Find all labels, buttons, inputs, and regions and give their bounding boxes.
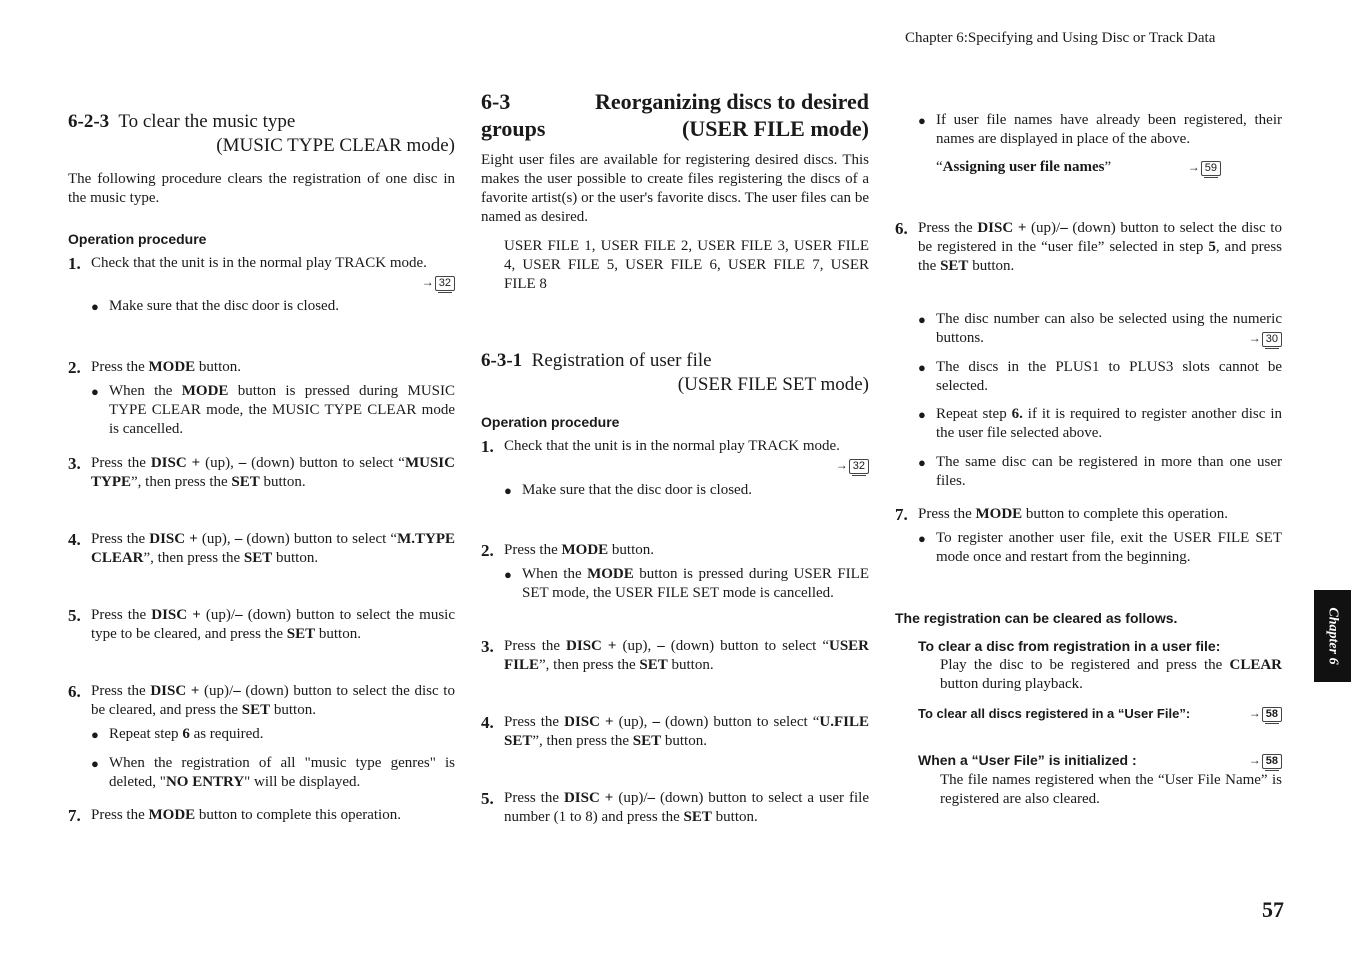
assign-names-ref: “Assigning user file names” → 59: [936, 158, 1221, 177]
page-ref-32: → 32: [836, 456, 869, 475]
bullet-icon: ●: [504, 483, 512, 498]
heading-number: 6-3: [481, 89, 511, 114]
bullet-icon: ●: [918, 531, 926, 546]
intro-paragraph: Eight user files are available for registering desired discs. This makes the user possible to create files registering the discs of a favorite artist(s) or the user's favorite discs. The user files can be named as desired.: [481, 152, 869, 225]
step-number: 4.: [68, 530, 81, 549]
clear-all-heading: To clear all discs registered in a “User File”: → 58: [918, 704, 1282, 723]
section-heading-6-3: [481, 88, 869, 142]
step-number: 6.: [68, 682, 81, 701]
clear-disc-heading: To clear a disc from registration in a user file:: [918, 638, 1221, 654]
step-7: 7. Press the MODE button to complete this operation.: [895, 505, 1228, 524]
step-6-note-3: ● Repeat step 6. if it is required to register another disc in the user file selected above.: [918, 406, 1283, 441]
bullet-icon: ●: [91, 727, 99, 742]
bullet-icon: ●: [918, 312, 926, 327]
step-2-note: ● When the MODE button is pressed during MUSIC TYPE CLEAR mode, the MUSIC TYPE CLEAR mode is cancelled.: [91, 383, 455, 437]
operation-procedure-label: Operation procedure: [481, 414, 620, 430]
step-4: 4. Press the DISC + (up), – (down) button to select “U.FILE SET”, then press the SET button.: [481, 713, 869, 749]
step-5: 5. Press the DISC + (up)/– (down) button to select a user file number (1 to 8) and press the SET button.: [481, 789, 870, 825]
step-3: 3. Press the DISC + (up), – (down) button to select “MUSIC TYPE”, then press the SET button.: [68, 454, 455, 490]
step-6-note-1: ● The disc number can also be selected using the numeric buttons. → 30: [918, 311, 1282, 346]
step-number: 5.: [68, 606, 81, 625]
bullet-icon: ●: [918, 113, 926, 128]
step-number: 5.: [481, 789, 494, 808]
step-number: 1.: [68, 254, 81, 273]
bullet-icon: ●: [91, 299, 99, 314]
step-number: 4.: [481, 713, 494, 732]
step-7: 7. Press the MODE button to complete this operation.: [68, 806, 401, 825]
step-text: Check that the unit is in the normal play TRACK mode.: [91, 255, 427, 271]
operation-procedure-label: Operation procedure: [68, 231, 207, 247]
initialize-text: The file names registered when the “User File Name” is registered are also cleared.: [940, 772, 1282, 807]
step-7-note: ● To register another user file, exit the USER FILE SET mode once and restart from the beginning.: [918, 530, 1282, 565]
step-6: 6. Press the DISC + (up)/– (down) button to select the disc to be registered in the “user file” selected in step 5, and press the SET button.: [895, 219, 1282, 274]
step-5: 5. Press the DISC + (up)/– (down) button to select the music type to be cleared, and press the SET button.: [68, 606, 455, 642]
clear-heading: The registration can be cleared as follows.: [895, 610, 1178, 626]
step-1-note: ● Make sure that the disc door is closed.: [91, 298, 339, 314]
step-1-note: ● Make sure that the disc door is closed.: [504, 482, 752, 498]
clear-disc-text: Play the disc to be registered and press the CLEAR button during playback.: [940, 657, 1282, 692]
step-6-note-2: ● The discs in the PLUS1 to PLUS3 slots cannot be selected.: [918, 359, 1282, 394]
page-header: Chapter 6:Specifying and Using Disc or Track Data: [905, 30, 1216, 46]
bullet-icon: ●: [91, 756, 99, 771]
user-file-name-note: ● If user file names have already been registered, their names are displayed in place of the above.: [918, 112, 1282, 147]
bullet-icon: ●: [918, 407, 926, 422]
step-2-note: ● When the MODE button is pressed during USER FILE SET mode, the USER FILE SET mode is cancelled.: [504, 566, 869, 601]
intro-paragraph: The following procedure clears the registration of one disc in the music type.: [68, 171, 455, 206]
step-number: 2.: [68, 358, 81, 377]
step-number: 3.: [481, 637, 494, 656]
step-3: 3. Press the DISC + (up), – (down) button to select “USER FILE”, then press the SET button.: [481, 637, 869, 673]
step-number: 3.: [68, 454, 81, 473]
heading-number: 6-2-3: [68, 111, 110, 132]
step-number: 7.: [895, 505, 908, 524]
section-heading-6-2-3: [68, 110, 455, 158]
step-6-note-4: ● The same disc can be registered in more than one user files.: [918, 454, 1282, 489]
section-heading-6-3-1: 6-3-1 Registration of user file (USER FILE SET mode): [481, 350, 869, 395]
bullet-icon: ●: [91, 384, 99, 399]
initialize-heading: When a “User File” is initialized : → 58: [918, 751, 1282, 770]
page-ref-58: → 58: [1249, 751, 1282, 770]
step-number: 6.: [895, 219, 908, 238]
bullet-icon: ●: [918, 360, 926, 375]
page-number: 57: [1262, 897, 1284, 922]
page-ref-59: → 59: [1188, 158, 1221, 177]
heading-mode: (MUSIC TYPE CLEAR mode): [216, 135, 455, 156]
chapter-tab: Chapter 6: [1314, 590, 1351, 682]
step-2: 2. Press the MODE button.: [68, 358, 242, 377]
step-2: 2. Press the MODE button.: [481, 541, 655, 560]
user-file-list: USER FILE 1, USER FILE 2, USER FILE 3, USER FILE 4, USER FILE 5, USER FILE 6, USER FILE 7, USER FILE 8: [504, 238, 869, 292]
heading-line-2a: groups: [481, 116, 546, 141]
bullet-icon: ●: [918, 455, 926, 470]
step-1: [68, 254, 455, 292]
step-number: 7.: [68, 806, 81, 825]
step-4: 4. Press the DISC + (up), – (down) button to select “M.TYPE CLEAR”, then press the SET button.: [68, 530, 455, 566]
step-6-note-2: ● When the registration of all "music type genres" is deleted, "NO ENTRY" will be displayed.: [91, 755, 455, 790]
heading-line-2b: (USER FILE mode): [681, 116, 869, 141]
page-ref-58: → 58: [1249, 704, 1282, 723]
page-ref-32: → 32: [422, 273, 455, 292]
bullet-icon: ●: [504, 567, 512, 582]
heading-text: To clear the music type: [118, 111, 296, 132]
step-1: 1. Check that the unit is in the normal play TRACK mode. → 32: [481, 437, 869, 475]
heading-line-1: Reorganizing discs to desired: [595, 89, 869, 114]
step-6-note-1: ● Repeat step 6 as required.: [91, 726, 264, 742]
step-6: 6. Press the DISC + (up)/– (down) button to select the disc to be cleared, and press the SET button.: [68, 682, 455, 718]
step-number: 2.: [481, 541, 494, 560]
page-ref-30: → 30: [1249, 329, 1282, 348]
step-number: 1.: [481, 437, 494, 456]
